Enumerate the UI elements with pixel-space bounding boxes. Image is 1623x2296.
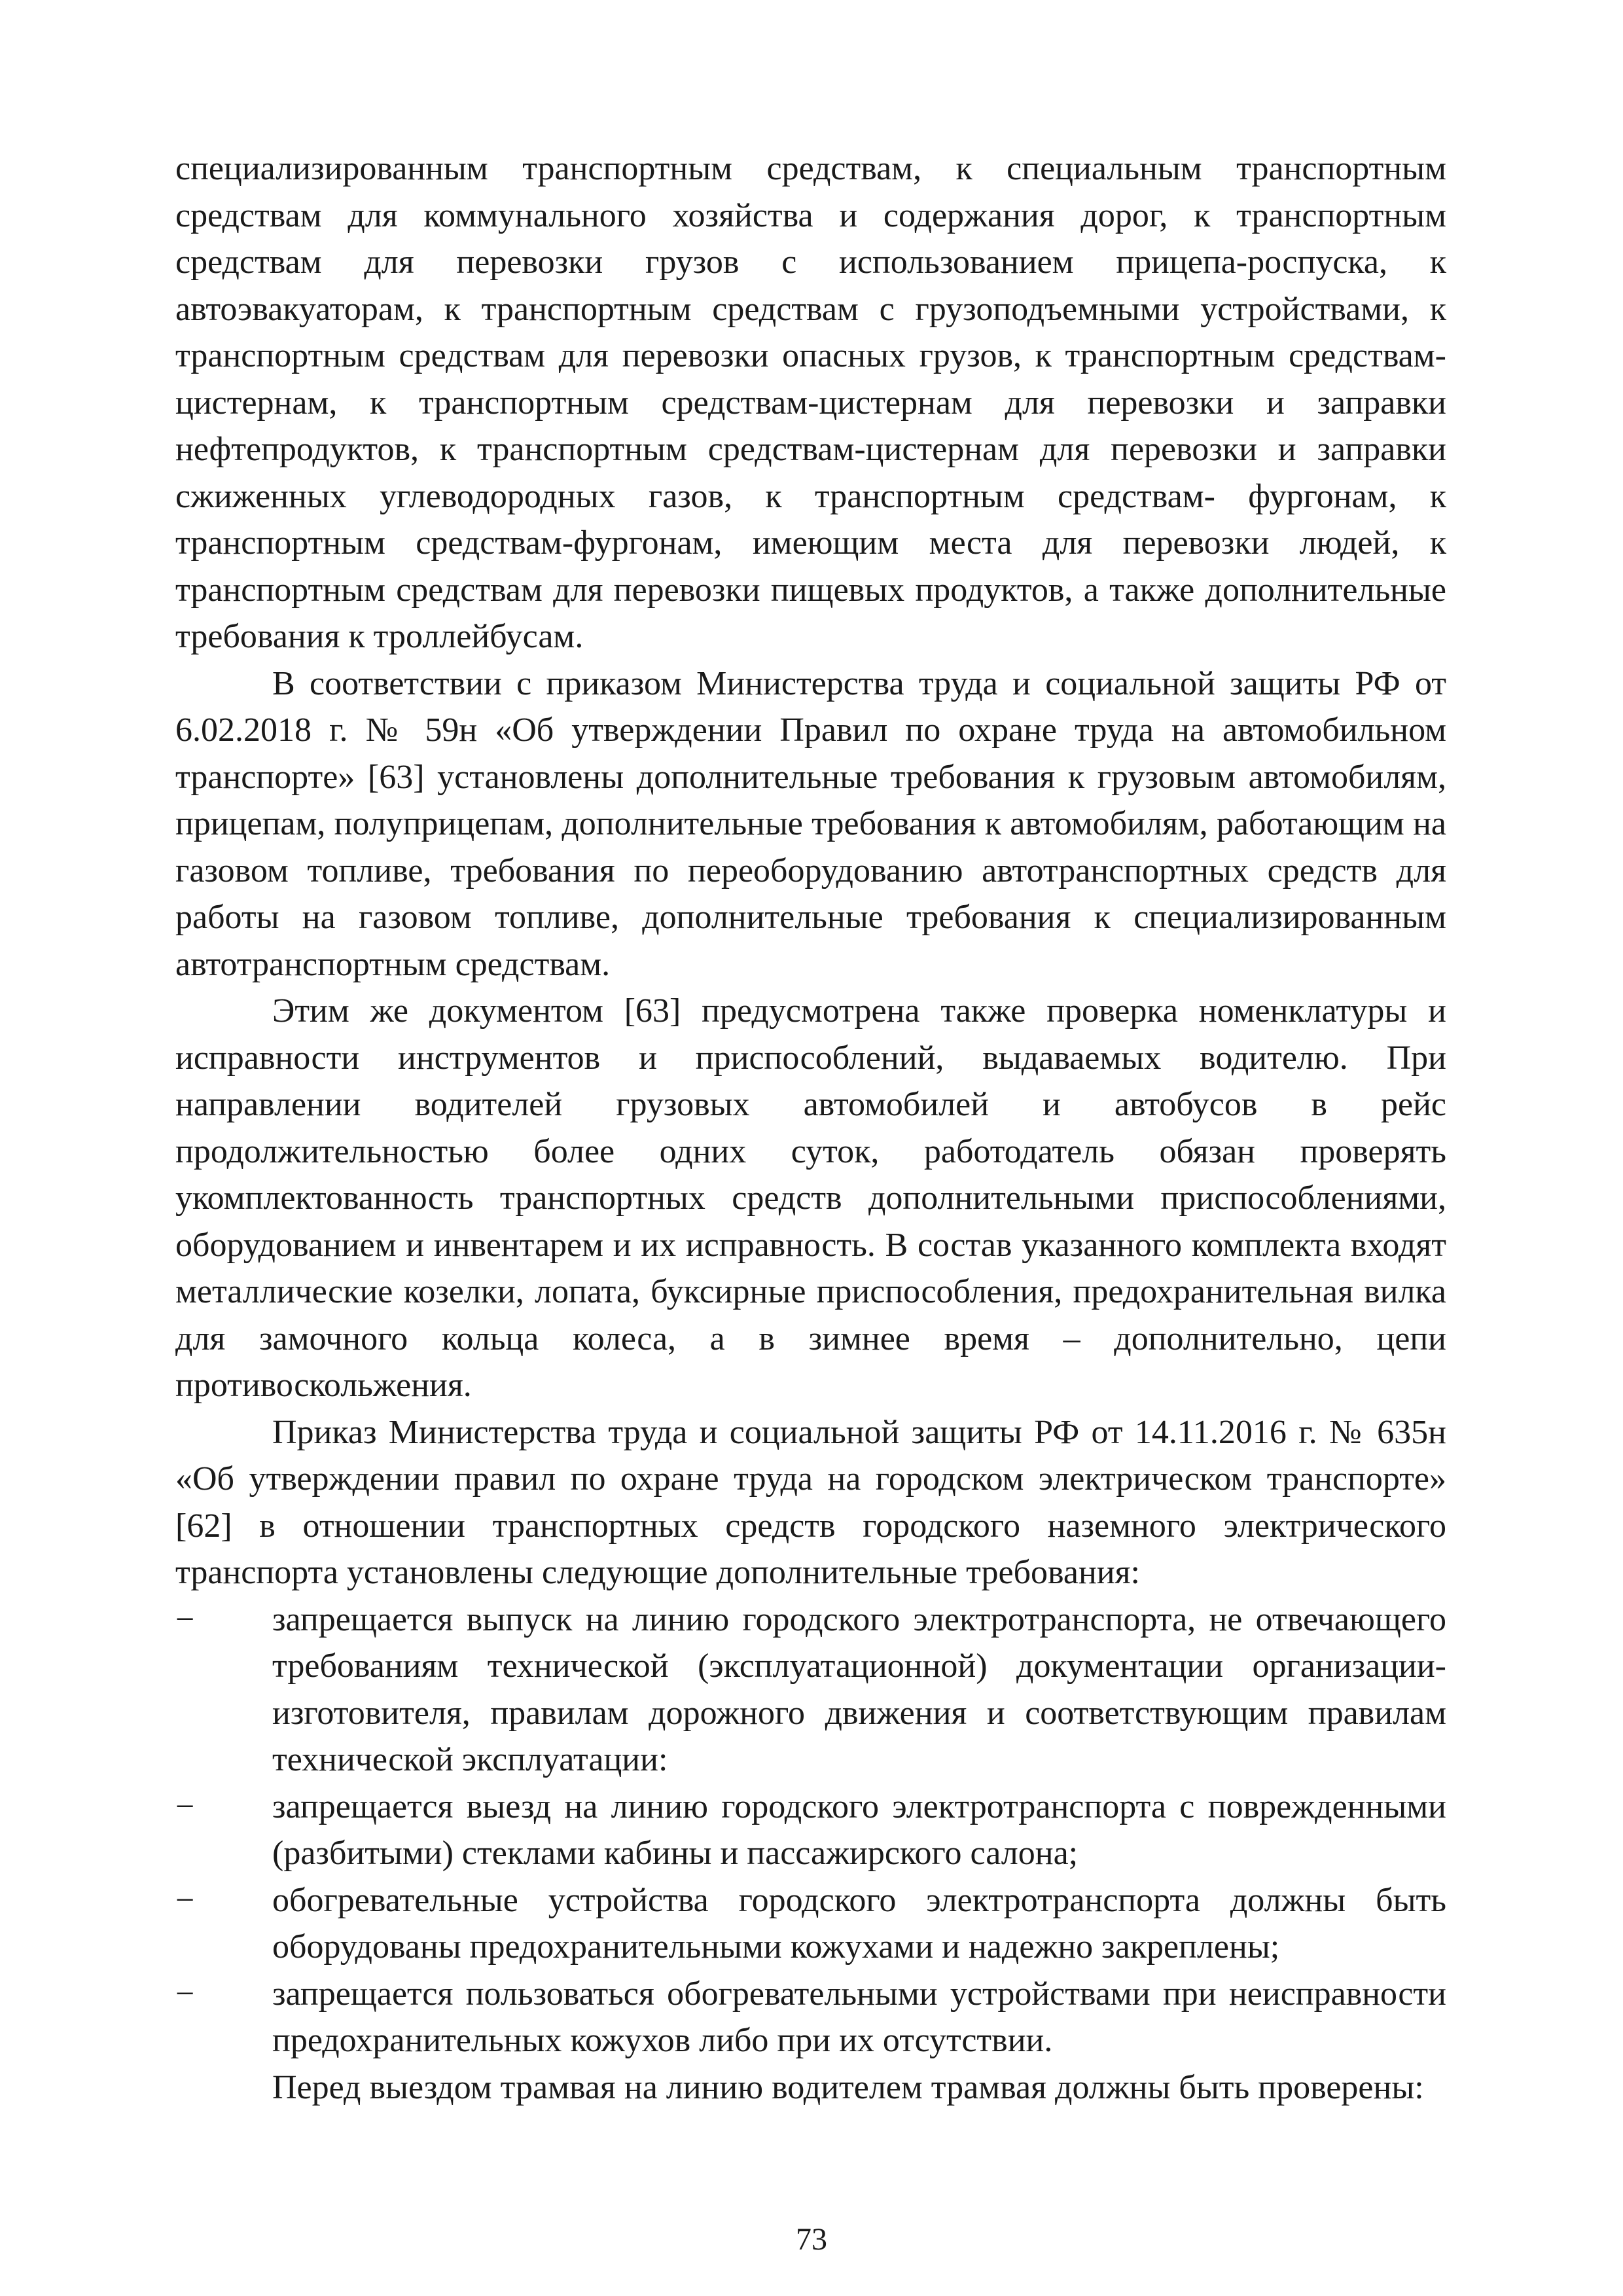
list-item-text: запрещается пользоваться обогревательными устройствами при неисправности предохранительных кожухов либо при их отсутствии. (272, 1975, 1446, 2059)
list-item (175, 1596, 1446, 1784)
list-item-text: запрещается выпуск на линию городского электротранспорта, не отвечающего требованиям технической (эксплуатационной) документации организации-изготовителя, правилам дорожного движения и соответствующим правилам технической эксплуатации: (272, 1600, 1446, 1778)
dash-bullet-icon: − (175, 1600, 195, 1638)
body-text (175, 145, 1446, 2111)
list-item-text: запрещается выезд на линию городского электротранспорта с поврежденными (разбитыми) стеклами кабины и пассажирского салона; (272, 1787, 1446, 1872)
paragraph-tram-check: Перед выездом трамвая на линию водителем трамвая должны быть проверены: (272, 2068, 1424, 2106)
dash-bullet-icon: − (175, 1975, 195, 2013)
paragraph-order-635n: Приказ Министерства труда и социальной защиты РФ от 14.11.2016 г. № 635н «Об утверждении правил по охране труда на городском электрическом транспорте» [62] в отношении транспортных средств городского наземного электрического транспорта установлены следующие дополнительные требования: (175, 1413, 1446, 1591)
page-number: 73 (796, 2222, 827, 2257)
paragraph-order-59n: В соответствии с приказом Министерства труда и социальной защиты РФ от 6.02.2018 г. № 59н «Об утверждении Правил по охране труда на автомобильном транспорте» [63] установлены дополнительные требования к грузовым автомобилям, прицепам, полуприцепам, дополнительные требования к автомобилям, работающим на газовом топливе, требования по переоборудованию автотранспортных средств для работы на газовом топливе, дополнительные требования к специализированным автотранспортным средствам. (175, 664, 1446, 983)
list-item (175, 1877, 1446, 1971)
list-item-text: обогревательные устройства городского электротранспорта должны быть оборудованы предохранительными кожухами и надежно закреплены; (272, 1881, 1446, 1965)
list-item (175, 1784, 1446, 1877)
requirements-list (175, 1596, 1446, 2064)
list-item (175, 1971, 1446, 2064)
paragraph-continuation: специализированным транспортным средствам, к специальным транспортным средствам для коммунального хозяйства и содержания дорог, к транспортным средствам для перевозки грузов с использованием прицепа-роспуска, к автоэвакуаторам, к транспортным средствам с грузоподъемными устройствами, к транспортным средствам для перевозки опасных грузов, к транспортным средствам-цистернам, к транспортным средствам-цистернам для перевозки и заправки нефтепродуктов, к транспортным средствам-цистернам для перевозки и заправки сжиженных углеводородных газов, к транспортным средствам- фургонам, к транспортным средствам-фургонам, имеющим места для перевозки людей, к транспортным средствам для перевозки пищевых продуктов, а также дополнительные требования к троллейбусам. (175, 150, 1446, 655)
dash-bullet-icon: − (175, 1881, 195, 1919)
dash-bullet-icon: − (175, 1787, 195, 1825)
paragraph-tools-check: Этим же документом [63] предусмотрена также проверка номенклатуры и исправности инструментов и приспособлений, выдаваемых водителю. При направлении водителей грузовых автомобилей и автобусов в рейс продолжительностью более одних суток, работодатель обязан проверять укомплектованность транспортных средств дополнительными приспособлениями, оборудованием и инвентарем и их исправность. В состав указанного комплекта входят металлические козелки, лопата, буксирные приспособления, предохранительная вилка для замочного кольца колеса, а в зимнее время – дополнительно, цепи противоскольжения. (175, 992, 1446, 1404)
